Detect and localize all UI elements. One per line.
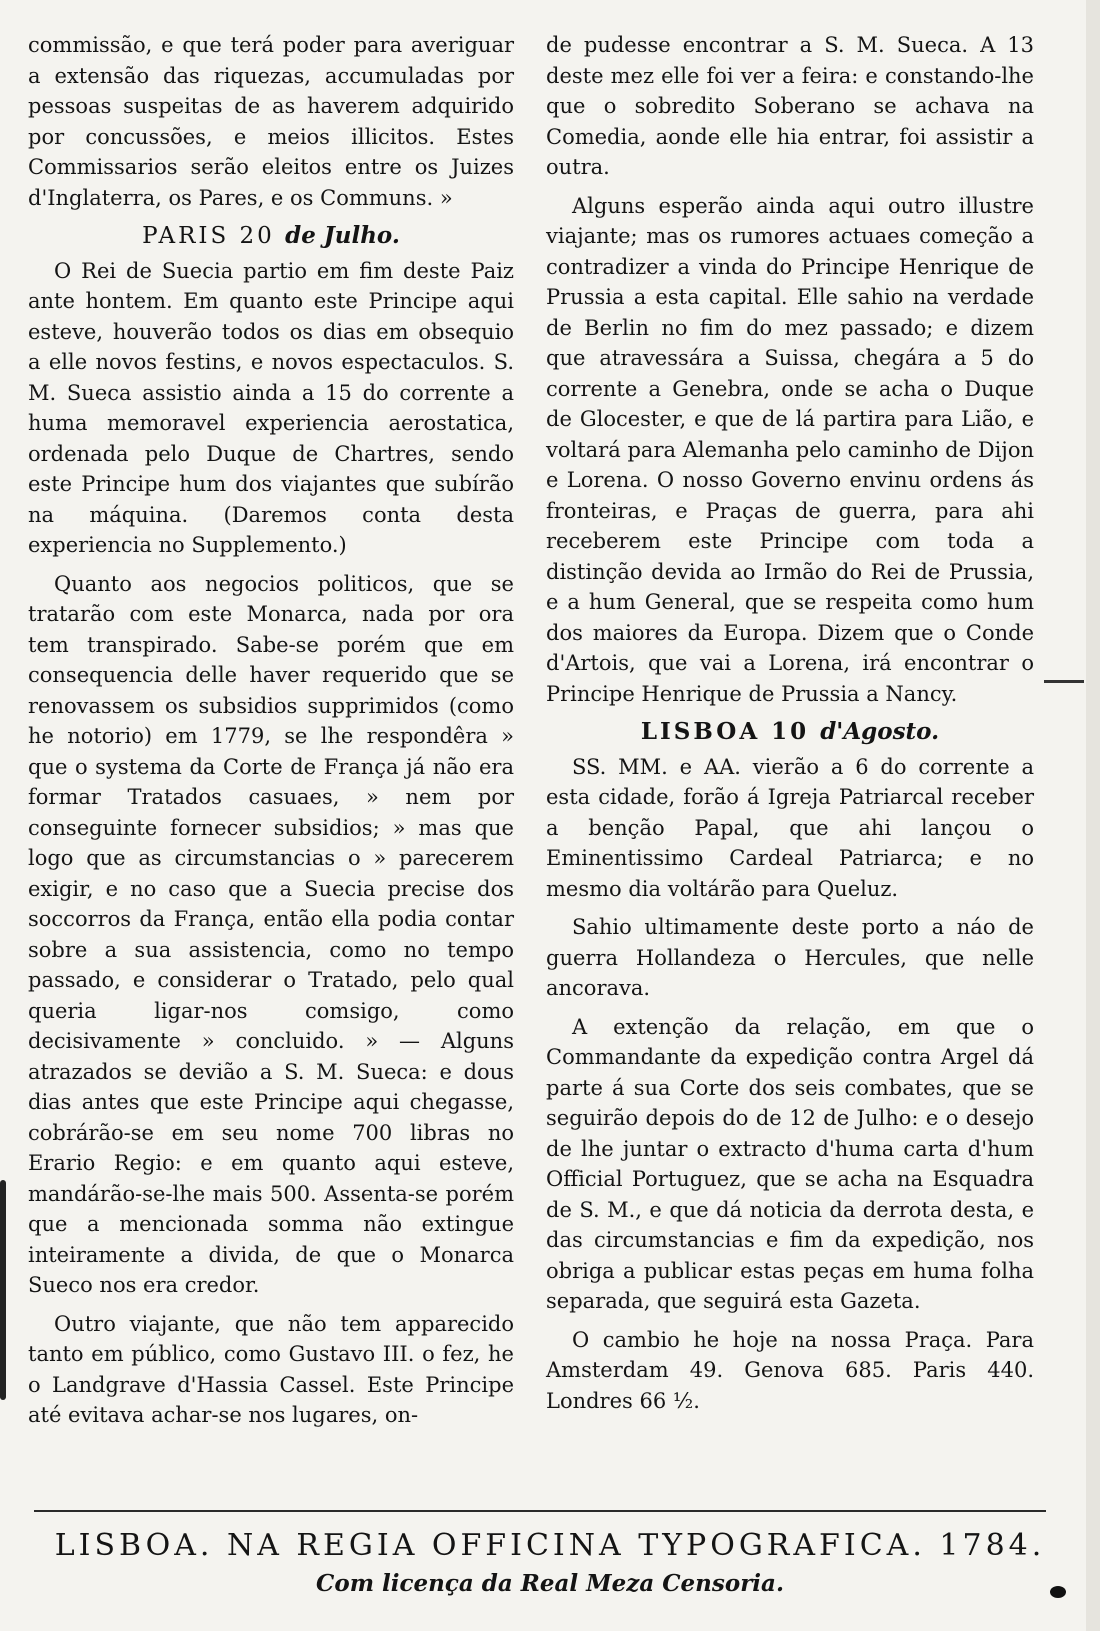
scan-right-margin xyxy=(1086,0,1100,1631)
paragraph-other-traveller: Outro viajante, que não tem apparecido tanto em público, como Gustavo III. o fez, he o Landgrave d'Hassia Cassel. Este Principe até evitava achar-se nos lugares, on- xyxy=(28,1311,514,1427)
imprint-line: LISBOA. NA REGIA OFFICINA TYPOGRAFICA. 1784. xyxy=(54,1528,1046,1563)
paragraph-king-of-sweden: O Rei de Suecia partio em fim deste Paiz ante hontem. Em quanto este Principe aqui esteve, houverão todos os dias em obsequio a elle novos festins, e novos espectaculos. S. M. Sueca assistio ainda a 15 do corrente a huma memoravel experiencia aerostatica, ordenada pelo Duque de Chartres, sendo este Principe hum dos viajantes que subírão na máquina. (Daremos conta desta experiencia no Supplemento.) xyxy=(28,258,514,557)
paragraph-royal-visit: SS. MM. e AA. vierão a 6 do corrente a esta cidade, forão á Igreja Patriarcal receber a benção Papal, que ahi lançou o Eminentissimo Cardeal Patriarca; e no mesmo dia voltárão para Queluz. xyxy=(546,754,1034,901)
dateline-paris xyxy=(28,221,514,252)
paragraph-dutch-ship: Sahio ultimamente deste porto a náo de guerra Hollandeza o Hercules, que nelle ancorava. xyxy=(546,915,1034,1000)
dateline-place: LISBOA 10 xyxy=(640,718,810,745)
ink-blot xyxy=(1050,1586,1066,1598)
paragraph-algiers-expedition: A extenção da relação, em que o Commandante da expedição contra Argel dá parte á sua Corte dos seis combates, que se seguirão depois do de 12 de Julho: e o desejo de lhe juntar o extracto d'huma carta d'hum Official Portuguez, que se acha na Esquadra de S. M., e que dá noticia da derrota desta, e das circumstancias e fim da expedição, nos obriga a publicar estas peças em huma folha separada, que seguirá esta Gazeta. xyxy=(546,1014,1034,1313)
dateline-date: d'Agosto. xyxy=(820,718,940,745)
licence-line: Com licença da Real Meza Censoria. xyxy=(316,1570,784,1597)
paragraph-prince-henry: Alguns esperão ainda aqui outro illustre viajante; mas os rumores actuaes começão a contradizer a vinda do Principe Henrique de Prussia a esta capital. Elle sahio na verdade de Berlin no fim do mez passado; e dizem que atravessára a Suissa, chegára a 5 do corrente a Genebra, onde se acha o Duque de Glocester, e que de lá partira para Lião, e voltará para Alemanha pelo caminho de Dijon e Lorena. O nosso Governo envinu ordens ás fronteiras, e Praças de guerra, para ahi receberem este Principe com toda a distinção devida ao Irmão do Rei de Prussia, e a hum General, que se respeita como hum dos maiores da Europa. Dizem que o Conde d'Artois, que vai a Lorena, irá encontrar o Principe Henrique de Prussia a Nancy. xyxy=(546,193,1034,706)
dateline-lisboa xyxy=(546,717,1034,748)
left-column xyxy=(28,30,514,1439)
paragraph-exchange-rates: O cambio he hoje na nossa Praça. Para Amsterdam 49. Genova 685. Paris 440. Londres 66 ½. xyxy=(546,1327,1034,1413)
dateline-date: de Julho. xyxy=(285,222,400,249)
footer-rule xyxy=(34,1510,1046,1512)
dateline-place: PARIS 20 xyxy=(142,223,275,249)
paragraph-comedy-visit: de pudesse encontrar a S. M. Sueca. A 13 deste mez elle foi ver a feira: e constando-lhe que o sobredito Soberano se achava na Comedia, aonde elle hia entrar, foi assistir a outra. xyxy=(546,33,1034,179)
right-column xyxy=(546,30,1034,1424)
paragraph-political-affairs: Quanto aos negocios politicos, que se tratarão com este Monarca, nada por ora tem transpirado. Sabe-se porém que em consequencia delle haver requerido que se renovassem os subsidios supprimidos (como he notorio) em 1779, se lhe respondêra » que o systema da Corte de França já não era formar Tratados casuaes, » nem por conseguinte fornecer subsidios; » mas que logo que as circumstancias o » parecerem exigir, e no caso que a Suecia precise dos soccorros da França, então ella podia contar sobre a sua assistencia, como no tempo passado, e considerar o Tratado, pelo qual queria ligar-nos comsigo, como decisivamente » concluido. » — Alguns atrazados se devião a S. M. Sueca: e dous dias antes que este Principe aqui chegasse, cobrárão-se em seu nome 700 libras no Erario Regio: e em quanto aqui esteve, mandárão-se-lhe mais 500. Assenta-se porém que a mencionada somma não extingue inteiramente a divida, de que o Monarca Sueco nos era credor. xyxy=(28,571,514,1297)
margin-mark xyxy=(1044,680,1084,683)
paragraph-commission: commissão, e que terá poder para averiguar a extensão das riquezas, accumuladas por pessoas suspeitas de as haverem adquirido por concussões, e meios illicitos. Estes Commissarios serão eleitos entre os Juizes d'Inglaterra, os Pares, e os Communs. » xyxy=(28,33,514,210)
scan-edge-shadow xyxy=(0,1180,6,1400)
